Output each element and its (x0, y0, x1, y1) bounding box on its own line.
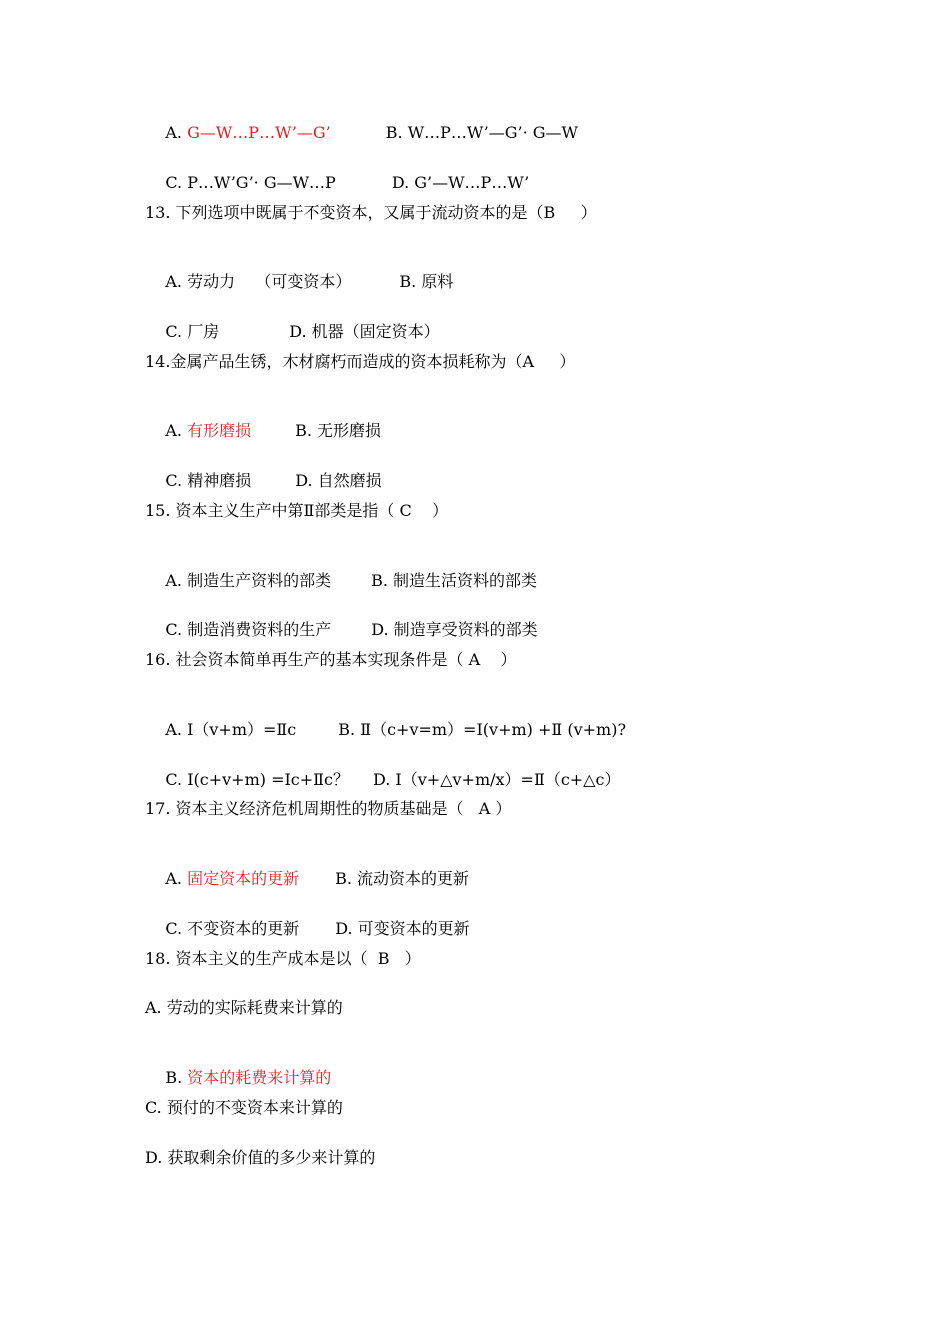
option-a-label: A. (165, 123, 188, 142)
option-b: B. W…P…W’—G’· G—W (385, 123, 578, 142)
q13-option-a: A. 劳动力 （可变资本） (165, 272, 352, 291)
q16-option-c: C. Ⅰ(c+v+m) =Ⅰc+Ⅱc？ (165, 770, 349, 789)
option-d: D. G’—W…P…W’ (391, 173, 530, 192)
question-17: 17. 资本主义经济危机周期性的物质基础是（ A ） (145, 799, 512, 818)
q14-option-c: C. 精神磨损 (165, 471, 252, 490)
q17-option-a-label: A. (165, 869, 188, 888)
question-15: 15. 资本主义生产中第Ⅱ部类是指（ C ） (145, 501, 449, 520)
q17-option-d: D. 可变资本的更新 (335, 919, 470, 938)
q17-option-c: C. 不变资本的更新 (165, 919, 300, 938)
q14-option-b: B. 无形磨损 (295, 421, 382, 440)
question-16: 16. 社会资本简单再生产的基本实现条件是（ A ） (145, 650, 517, 669)
question-18: 18. 资本主义的生产成本是以（ B ） (145, 949, 421, 968)
q18-option-d: D. 获取剩余价值的多少来计算的 (145, 1148, 376, 1167)
option-c: C. P…W’G’· G—W…P (165, 173, 336, 192)
q18-option-c: C. 预付的不变资本来计算的 (145, 1098, 343, 1117)
q15-option-d: D. 制造享受资料的部类 (371, 620, 538, 639)
q18-option-b-answer: 资本的耗费来计算的 (187, 1068, 332, 1087)
q16-option-b: B. Ⅱ（c+v=m）=Ⅰ(v+m) +Ⅱ (v+m)? (338, 720, 627, 739)
q16-option-d: D. Ⅰ（v+△v+m/x）=Ⅱ（c+△c） (373, 770, 621, 789)
q15-option-c: C. 制造消费资料的生产 (165, 620, 332, 639)
q15-option-a: A. 制造生产资料的部类 (165, 571, 332, 590)
q17-option-b: B. 流动资本的更新 (335, 869, 470, 888)
option-a-answer: G—W…P…W’—G’ (187, 123, 331, 142)
q17-option-a-answer: 固定资本的更新 (187, 869, 300, 888)
q18-option-b-label: B. (165, 1068, 188, 1087)
q14-option-d: D. 自然磨损 (295, 471, 382, 490)
q13-option-c: C. 厂房 (165, 322, 220, 341)
question-14: 14.金属产品生锈，木材腐朽而造成的资本损耗称为（A ） (145, 352, 576, 371)
q13-option-b: B. 原料 (399, 272, 454, 291)
q18-option-a: A. 劳动的实际耗费来计算的 (145, 998, 343, 1017)
q16-option-a: A. Ⅰ（v+m）=Ⅱc (165, 720, 297, 739)
question-13: 13. 下列选项中既属于不变资本，又属于流动资本的是（B ） (145, 203, 597, 222)
q15-option-b: B. 制造生活资料的部类 (371, 571, 538, 590)
q14-option-a-answer: 有形磨损 (187, 421, 252, 440)
q13-option-d: D. 机器（固定资本） (289, 322, 440, 341)
q14-option-a-label: A. (165, 421, 188, 440)
